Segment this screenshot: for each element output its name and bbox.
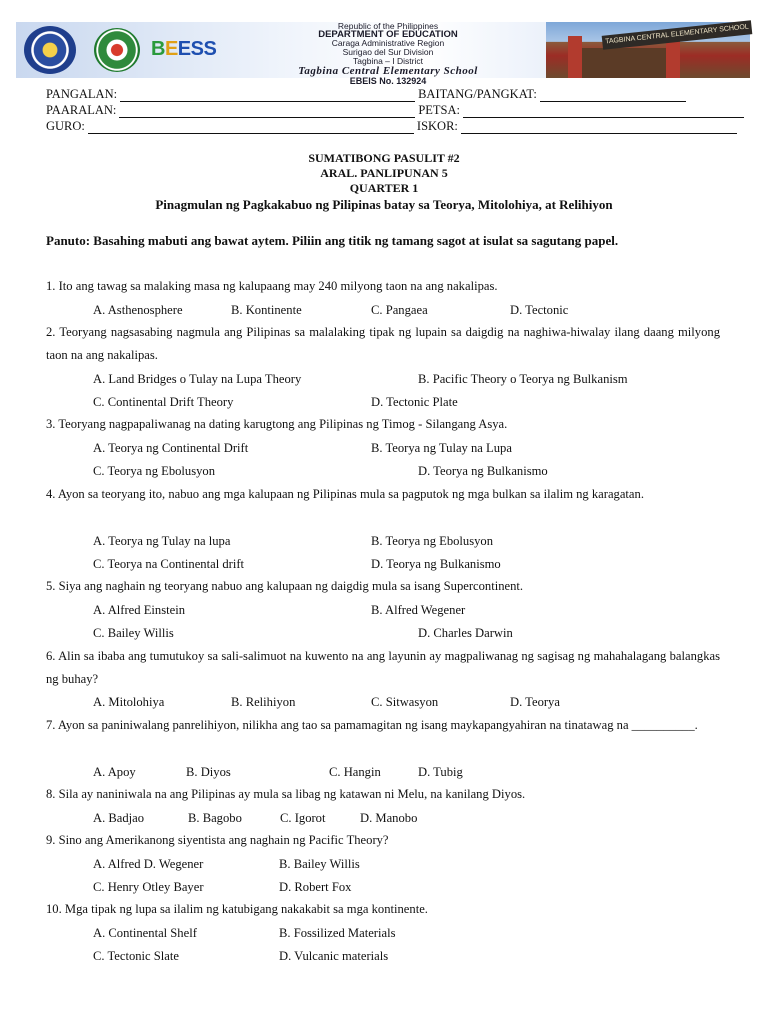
q3-option-c: C. Teorya ng Ebolusyon [93,464,216,478]
iskor-field[interactable] [461,121,737,134]
guro-label: GURO: [46,119,85,133]
deped-seal-icon [24,26,76,74]
q9-option-d: D. Robert Fox [279,880,352,894]
q5-option-c: C. Bailey Willis [93,626,174,640]
question-8: 8. Sila ay naniniwala na ang Pilipinas ay mula sa libag ng katawan ni Melu, na kanilang Diyos. [46,787,526,801]
q9-option-c: C. Henry Otley Bayer [93,880,204,894]
student-info [46,86,744,134]
division-label: Surigao del Sur Division [342,47,434,58]
q10-option-d: D. Vulcanic materials [279,949,389,963]
question-2: 2. Teoryang nagsasabing nagmula ang Pilipinas sa malalaking tipak ng lupain sa daigdig na naghiwa-hiwalay ilang daang milyong taon na ang nakalipas. [46,325,720,362]
q8-option-a: A. Badjao [93,811,145,825]
baitang-label: BAITANG/PANGKAT: [418,87,537,101]
question-6: 6. Alin sa ibaba ang tumutukoy sa sali-salimuot na kuwento na ang layunin ay magpaliwanag ng sagisag ng mahahalagang balangkas ng buhay? [46,649,720,686]
question-9: 9. Sino ang Amerikanong siyentista ang naghain ng Pacific Theory? [46,833,389,847]
q8-option-d: D. Manobo [360,811,418,825]
q1-option-c: C. Pangaea [371,303,428,317]
q6-option-a: A. Mitolohiya [93,695,165,709]
q10-option-a: A. Continental Shelf [93,926,197,940]
q10-option-c: C. Tectonic Slate [93,949,179,963]
question-5: 5. Siya ang naghain ng teoryang nabuo ang kalupaan ng daigdig mula sa isang Supercontinent. [46,579,524,593]
q3-option-b: B. Teorya ng Tulay na Lupa [371,441,512,455]
department-label: DEPARTMENT OF EDUCATION [318,28,458,40]
q1-option-b: B. Kontinente [231,303,302,317]
q6-option-b: B. Relihiyon [231,695,296,709]
petsa-field[interactable] [463,105,744,118]
quiz-title [0,151,768,213]
question-10: 10. Mga tipak ng lupa sa ilalim ng katubigang nakakabit sa mga kontinente. [46,902,428,916]
q7-option-d: D. Tubig [418,765,463,779]
q4-option-d: D. Teorya ng Bulkanismo [371,557,501,571]
iskor-label: ISKOR: [416,119,458,133]
republic-label: Republic of the Philippines [337,21,439,31]
q10-option-b: B. Fossilized Materials [279,926,396,940]
school-sign: TAGBINA CENTRAL ELEMENTARY SCHOOL [602,20,753,50]
q8-option-c: C. Igorot [280,811,326,825]
q9-option-a: A. Alfred D. Wegener [93,857,204,871]
header-text [248,22,528,85]
q7-option-b: B. Diyos [186,765,231,779]
q9-option-b: B. Bailey Willis [279,857,360,871]
question-7: 7. Ayon sa paniniwalang panrelihiyon, nilikha ang tao sa pamamagitan ng isang maykapangyahiran na tinatawag na __________. [46,718,698,732]
title-line-1: SUMATIBONG PASULIT #2 [308,151,460,165]
q6-option-c: C. Sitwasyon [371,695,439,709]
q8-option-b: B. Bagobo [188,811,242,825]
q4-option-a: A. Teorya ng Tulay na lupa [93,534,231,548]
q5-option-b: B. Alfred Wegener [371,603,466,617]
paaralan-label: PAARALAN: [46,103,117,117]
q2-option-c: C. Continental Drift Theory [93,395,234,409]
question-3: 3. Teoryang nagpapaliwanag na dating karugtong ang Pilipinas ng Timog - Silangang Asya. [46,417,508,431]
school-seal-icon [94,28,140,72]
pangalan-field[interactable] [120,89,415,102]
petsa-label: PETSA: [418,103,461,117]
q5-option-a: A. Alfred Einstein [93,603,185,617]
q4-option-c: C. Teorya na Continental drift [93,557,245,571]
q1-option-d: D. Tectonic [510,303,569,317]
q2-option-d: D. Tectonic Plate [371,395,458,409]
q7-option-c: C. Hangin [329,765,381,779]
q3-option-d: D. Teorya ng Bulkanismo [418,464,548,478]
instructions: Panuto: Basahing mabuti ang bawat aytem. Piliin ang titik ng tamang sagot at isulat sa sagutang papel. [46,233,619,248]
q6-option-d: D. Teorya [510,695,560,709]
title-line-2: ARAL. PANLIPUNAN 5 [320,166,448,180]
guro-field[interactable] [88,121,414,134]
title-line-3: QUARTER 1 [349,181,419,195]
question-1: 1. Ito ang tawag sa malaking masa ng kalupaang may 240 milyong taon na ang nakalipas. [46,279,498,293]
ebeis-number: EBEIS No. 132924 [349,75,427,86]
pangalan-label: PANGALAN: [46,87,118,101]
q4-option-b: B. Teorya ng Ebolusyon [371,534,494,548]
q3-option-a: A. Teorya ng Continental Drift [93,441,249,455]
district-label: Tagbina – I District [353,55,423,66]
baitang-field[interactable] [540,89,686,102]
header-banner [16,21,750,86]
school-photo [546,22,750,78]
q5-option-d: D. Charles Darwin [418,626,513,640]
q7-option-a: A. Apoy [93,765,136,779]
q2-option-b: B. Pacific Theory o Teorya ng Bulkanism [418,372,628,386]
q2-option-a: A. Land Bridges o Tulay na Lupa Theory [93,372,302,386]
q1-option-a: A. Asthenosphere [93,303,183,317]
title-line-4: Pinagmulan ng Pagkakabuo ng Pilipinas batay sa Teorya, Mitolohiya, at Relihiyon [155,197,613,212]
region-label: Caraga Administrative Region [331,38,445,49]
school-name: Tagbina Central Elementary School [298,64,478,77]
question-4: 4. Ayon sa teoryang ito, nabuo ang mga kalupaan ng Pilipinas mula sa pagputok ng mga bulkan sa ilalim ng karagatan. [46,487,644,501]
bees-logo: BEESS [151,38,217,60]
paaralan-field[interactable] [119,105,415,118]
